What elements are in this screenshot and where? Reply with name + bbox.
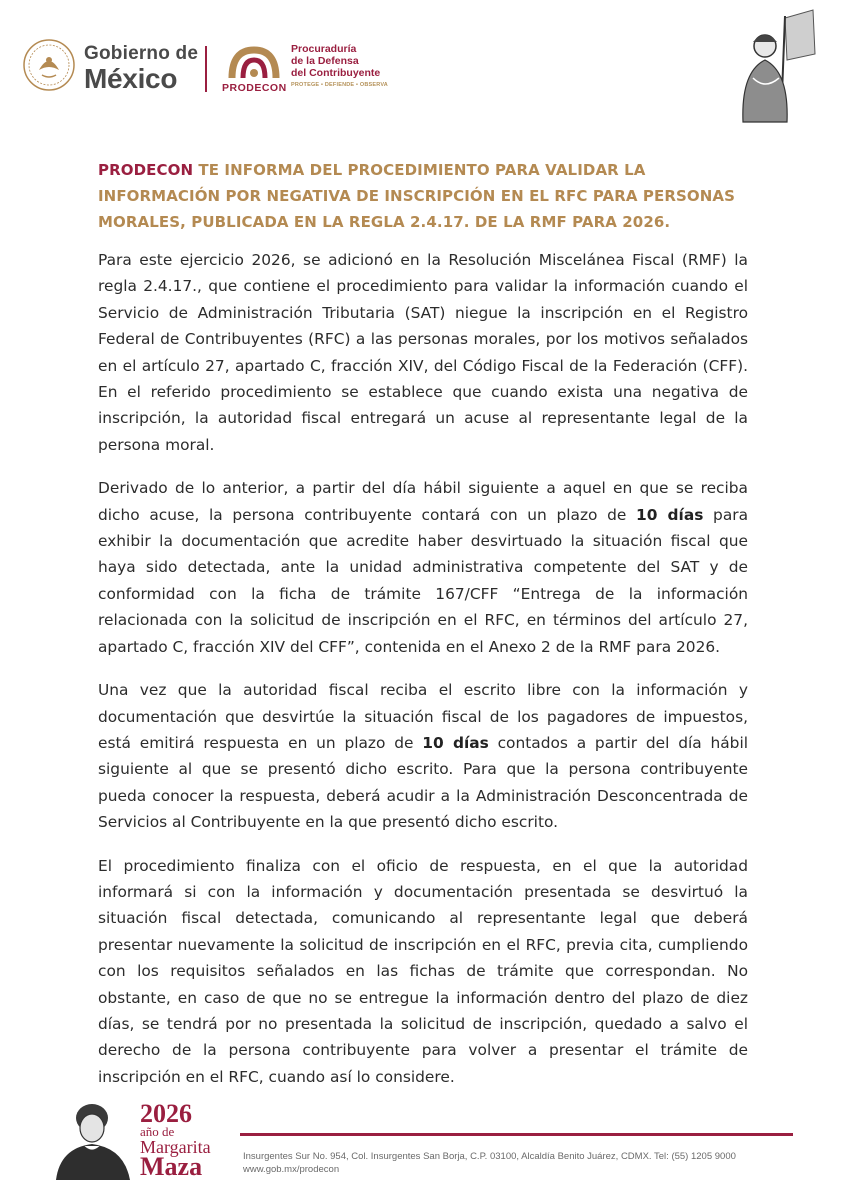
letterhead (0, 0, 841, 130)
document-title (98, 157, 746, 235)
paragraph-3-bold: 10 días (422, 733, 489, 752)
document-body (98, 247, 748, 1107)
logo-line-2: México (84, 63, 178, 94)
procuraduria-line-1: Procuraduría (291, 43, 357, 55)
footer-address (243, 1150, 736, 1176)
year-name-last: Maza (140, 1152, 203, 1181)
paragraph-2-text-a: Derivado de lo anterior, a partir del día hábil siguiente a aquel en que se reciba dicho acuse, la persona contribuyente contará con un plazo de (98, 479, 748, 524)
procuraduria-line-3: del Contribuyente (291, 67, 381, 79)
year-name-first: Margarita (140, 1137, 211, 1157)
prodecon-wordmark: PRODECON (222, 82, 287, 94)
procuraduria-tagline: PROTEGE • DEFIENDE • OBSERVA (291, 82, 388, 88)
gobierno-de-mexico-logo (84, 44, 198, 94)
paragraph-1: Para este ejercicio 2026, se adicionó en la Resolución Miscelánea Fiscal (RMF) la regla 2.4.17., que contiene el procedimiento para validar la información cuando el Servicio de Administración Tributaria (SAT) niegue la inscripción en el Registro Federal de Contribuyentes (RFC) a las personas morales, por los motivos señalados en el artículo 27, apartado C, fracción XIV, del Código Fiscal de la Federación (CFF). En el referido procedimiento se establece que cuando exista una negativa de inscripción, la autoridad fiscal entregará un acuse al representante legal de la persona moral. (98, 251, 748, 454)
logo-divider (205, 46, 207, 92)
prodecon-logo-icon (226, 44, 282, 82)
procuraduria-name (291, 43, 388, 91)
year-subtitle: año de (140, 1124, 175, 1139)
title-text: TE INFORMA DEL PROCEDIMIENTO PARA VALIDAR LA INFORMACIÓN POR NEGATIVA DE INSCRIPCIÓN EN EL RFC PARA PERSONAS MORALES, PUBLICADA EN LA REGLA 2.4.17. DE LA RMF PARA 2026. (98, 161, 736, 231)
paragraph-2-bold: 10 días (636, 505, 704, 524)
paragraph-4: El procedimiento finaliza con el oficio de respuesta, en el que la autoridad informará si con la información y documentación presentada se desvirtuó la situación fiscal detectada, comunicando al representante legal que deberá presentar nuevamente la solicitud de inscripción en el RFC, previa cita, cumpliendo con los requisitos señalados en las fichas de trámite que correspondan. No obstante, en caso de que no se entregue la información dentro del plazo de diez días, se tendrá por no presentada la solicitud de inscripción, quedado a salvo el derecho de la persona contribuyente para volver a presentar el trámite de inscripción en el RFC, cuando así lo considere. (98, 856, 748, 1086)
paragraph-2-text-b: para exhibir la documentación que acredite haber desvirtuado la situación fiscal que haya sido detectada, ante la unidad administrativa competente del SAT y de conformidad con la ficha de trámite 167/CFF “Entrega de la información relacionada con la solicitud de inscripción en el RFC, en términos del artículo 27, apartado C, fracción XIV del CFF”, contenida en el Anexo 2 de la RMF para 2026. (98, 505, 749, 656)
year-commemoration (140, 1099, 211, 1181)
mexico-coat-of-arms-icon (22, 38, 76, 92)
paragraph-2 (98, 475, 748, 660)
website-link[interactable]: www.gob.mx/prodecon (243, 1164, 340, 1175)
footer-divider (240, 1133, 793, 1136)
paragraph-3-text-a: Una vez que la autoridad fiscal reciba el escrito libre con la información y documentación que desvirtúe la situación fiscal de los pagadores de impuestos, está emitirá respuesta en un plazo de (98, 681, 748, 752)
year-number: 2026 (140, 1099, 192, 1128)
margarita-maza-portrait (50, 1096, 136, 1180)
paragraph-3 (98, 677, 748, 835)
address-text: Insurgentes Sur No. 954, Col. Insurgentes San Borja, C.P. 03100, Alcaldía Benito Juárez, CDMX. Tel: (55) 1205 9000 (243, 1151, 736, 1162)
logo-line-1: Gobierno de (84, 43, 199, 64)
title-brand: PRODECON (98, 161, 194, 179)
paragraph-3-text-b: contados a partir del día hábil siguiente al que se presentó dicho escrito. Para que la persona contribuyente pueda conocer la respuesta, deberá acudir a la Administración Desconcentrada de Servicios al Contribuyente en la que presentó dicho escrito. (98, 733, 748, 832)
flag-woman-illustration (725, 8, 821, 124)
procuraduria-line-2: de la Defensa (291, 55, 359, 67)
